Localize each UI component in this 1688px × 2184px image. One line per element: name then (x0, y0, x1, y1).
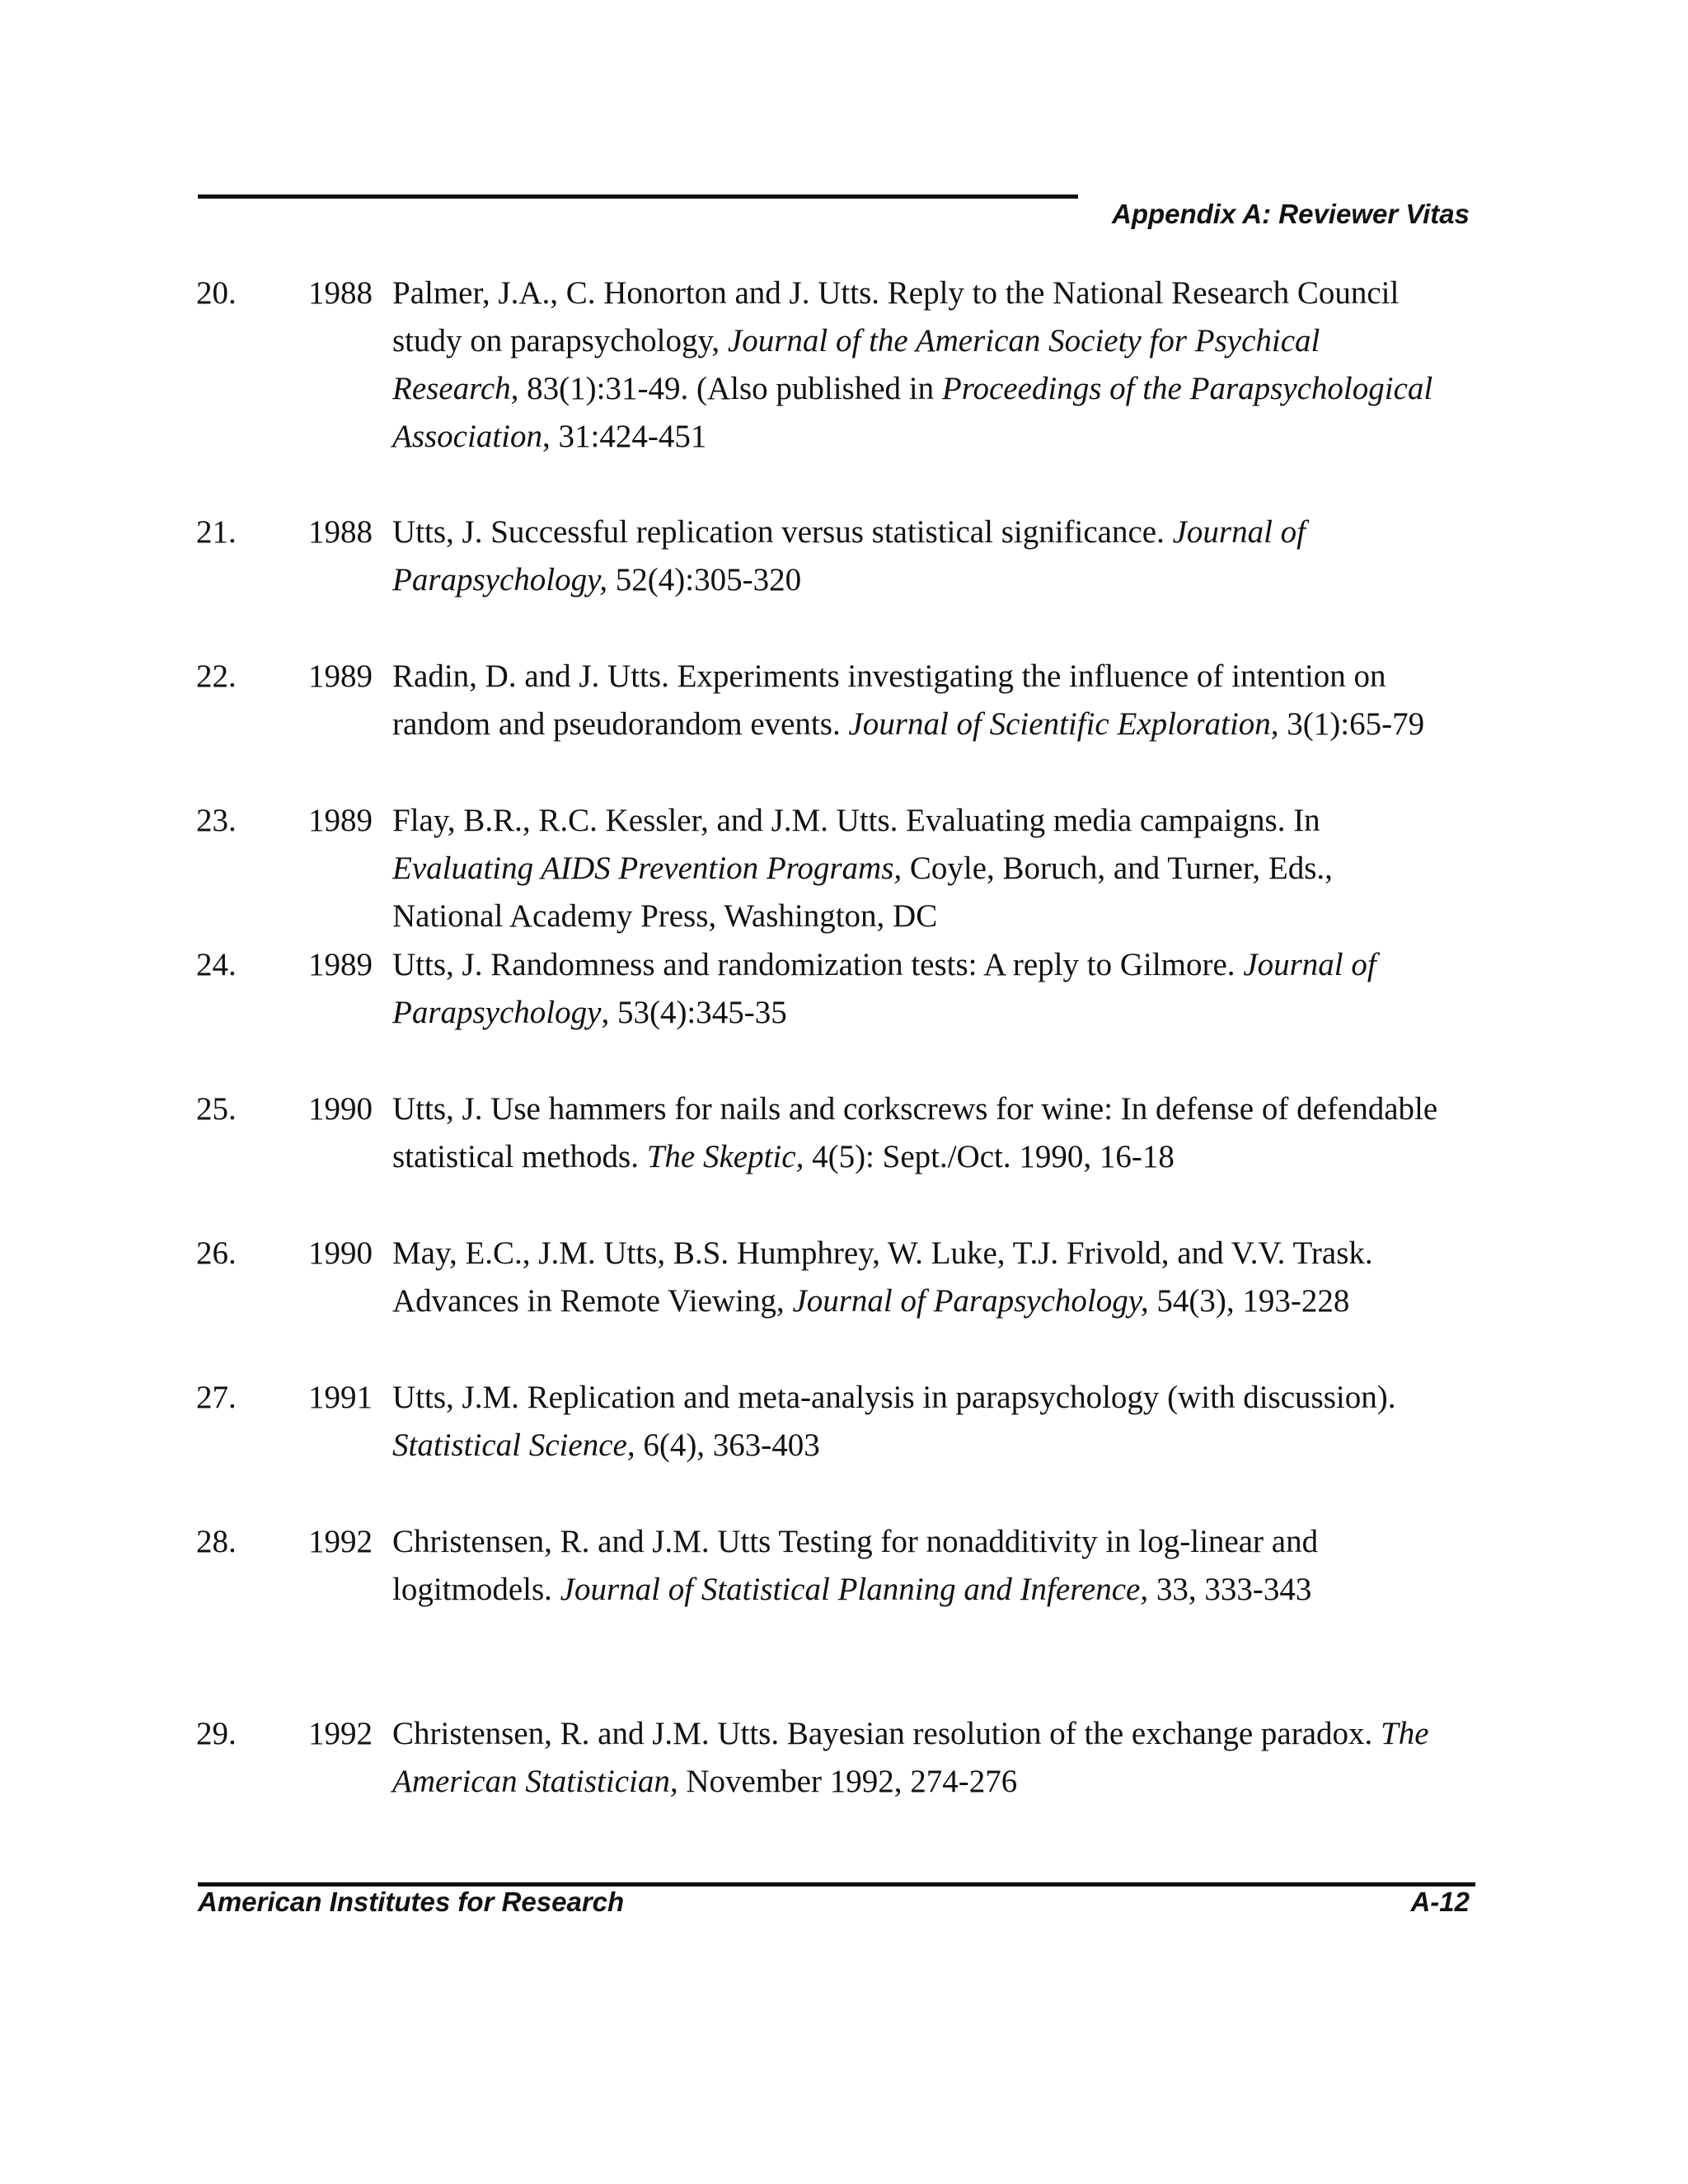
reference-citation (392, 797, 1464, 940)
reference-citation (392, 1085, 1464, 1181)
reference-number: 25. (196, 1091, 237, 1127)
reference-number: 21. (196, 514, 237, 550)
citation-italic-segment: The Skeptic, (646, 1139, 804, 1174)
citation-segment: statistical methods. (392, 1139, 647, 1174)
citation-segment: 54(3), 193-228 (1148, 1283, 1350, 1319)
reference-year: 1988 (308, 514, 373, 550)
citation-segment: study on parapsychology, (392, 323, 728, 359)
citation-segment: 33, 333-343 (1148, 1572, 1312, 1607)
citation-segment: May, E.C., J.M. Utts, B.S. Humphrey, W. Luke, T.J. Frivold, and V.V. Trask. (392, 1235, 1373, 1271)
citation-segment: 3(1):65-79 (1278, 706, 1425, 742)
citation-line (392, 269, 1464, 317)
footer-organization: American Institutes for Research (198, 1886, 625, 1917)
reference-number: 23. (196, 803, 237, 838)
citation-line (392, 797, 1464, 845)
citation-segment: Flay, B.R., R.C. Kessler, and J.M. Utts. Evaluating media campaigns. In (392, 803, 1320, 838)
running-header: Appendix A: Reviewer Vitas (1111, 199, 1470, 229)
citation-line (392, 1518, 1464, 1566)
citation-italic-segment: The (1381, 1716, 1429, 1751)
citation-line (392, 1566, 1464, 1614)
reference-citation (392, 509, 1464, 604)
citation-segment: 52(4):305-320 (607, 562, 802, 598)
citation-line (392, 1277, 1464, 1325)
citation-italic-segment: Journal of the American Society for Psychical (727, 323, 1320, 359)
citation-line (392, 1085, 1464, 1133)
citation-line (392, 845, 1464, 893)
reference-year: 1988 (308, 275, 373, 311)
citation-segment: Christensen, R. and J.M. Utts Testing for nonadditivity in log-linear and (392, 1524, 1319, 1559)
citation-line (392, 413, 1464, 461)
reference-number: 29. (196, 1716, 237, 1751)
header-rule (198, 194, 1078, 199)
citation-segment: 83(1):31-49. (Also published in (518, 371, 942, 406)
citation-segment: Radin, D. and J. Utts. Experiments investigating the influence of intention on (392, 658, 1386, 694)
reference-year: 1990 (308, 1091, 373, 1127)
citation-segment: Utts, J.M. Replication and meta-analysis in parapsychology (with discussion). (392, 1380, 1396, 1415)
reference-number: 26. (196, 1235, 237, 1271)
citation-italic-segment: Journal of (1243, 947, 1376, 982)
citation-line (392, 1133, 1464, 1181)
citation-line (392, 941, 1464, 989)
citation-line (392, 1710, 1464, 1758)
citation-italic-segment: Parapsychology, (392, 562, 608, 598)
citation-line (392, 701, 1464, 748)
citation-line (392, 653, 1464, 701)
citation-line (392, 893, 1464, 940)
citation-italic-segment: Journal of (1172, 514, 1306, 550)
reference-number: 22. (196, 658, 237, 694)
citation-italic-segment: Journal of Scientific Exploration, (848, 706, 1279, 742)
citation-italic-segment: Statistical Science, (392, 1427, 635, 1463)
citation-line (392, 1758, 1464, 1806)
reference-number: 27. (196, 1380, 237, 1415)
citation-line (392, 317, 1464, 365)
citation-line (392, 509, 1464, 556)
citation-italic-segment: Evaluating AIDS Prevention Programs, (392, 851, 903, 886)
citation-italic-segment: Association (392, 419, 542, 454)
citation-line (392, 989, 1464, 1037)
reference-citation (392, 1374, 1464, 1469)
citation-italic-segment: Journal of Parapsychology, (792, 1283, 1149, 1319)
reference-citation (392, 1710, 1464, 1806)
citation-segment: logitmodels. (392, 1572, 560, 1607)
reference-number: 20. (196, 275, 237, 311)
citation-segment: random and pseudorandom events. (392, 706, 849, 742)
reference-citation (392, 653, 1464, 748)
citation-segment: , 53(4):345-35 (601, 995, 787, 1030)
citation-italic-segment: Proceedings of the Parapsychological (941, 371, 1433, 406)
reference-citation (392, 1518, 1464, 1614)
reference-number: 28. (196, 1524, 237, 1559)
citation-italic-segment: Journal of Statistical Planning and Inference, (560, 1572, 1149, 1607)
reference-year: 1992 (308, 1524, 373, 1559)
reference-year: 1989 (308, 947, 373, 982)
citation-segment: Utts, J. Use hammers for nails and corkscrews for wine: In defense of defendable (392, 1091, 1438, 1127)
citation-segment: Palmer, J.A., C. Honorton and J. Utts. Reply to the National Research Council (392, 275, 1400, 311)
citation-segment: Advances in Remote Viewing, (392, 1283, 793, 1319)
citation-line (392, 1422, 1464, 1469)
citation-line (392, 365, 1464, 413)
reference-year: 1992 (308, 1716, 373, 1751)
page-number: A-12 (1410, 1886, 1470, 1917)
citation-segment: Coyle, Boruch, and Turner, Eds., (902, 851, 1333, 886)
citation-segment: 6(4), 363-403 (635, 1427, 820, 1463)
citation-segment: Utts, J. Randomness and randomization tests: A reply to Gilmore. (392, 947, 1244, 982)
reference-citation (392, 269, 1464, 461)
reference-year: 1989 (308, 803, 373, 838)
citation-segment: November 1992, 274-276 (678, 1764, 1018, 1799)
reference-year: 1989 (308, 658, 373, 694)
citation-segment: 4(5): Sept./Oct. 1990, 16-18 (804, 1139, 1175, 1174)
citation-line (392, 1374, 1464, 1422)
citation-segment: National Academy Press, Washington, DC (392, 898, 938, 934)
reference-year: 1991 (308, 1380, 373, 1415)
citation-italic-segment: Research, (392, 371, 519, 406)
reference-citation (392, 1230, 1464, 1325)
citation-segment: , 31:424-451 (542, 419, 707, 454)
citation-segment: Christensen, R. and J.M. Utts. Bayesian resolution of the exchange paradox. (392, 1716, 1381, 1751)
citation-italic-segment: Parapsychology (392, 995, 602, 1030)
reference-citation (392, 941, 1464, 1037)
citation-italic-segment: American Statistician, (392, 1764, 678, 1799)
reference-year: 1990 (308, 1235, 373, 1271)
reference-number: 24. (196, 947, 237, 982)
citation-segment: Utts, J. Successful replication versus statistical significance. (392, 514, 1173, 550)
citation-line (392, 1230, 1464, 1277)
citation-line (392, 556, 1464, 604)
